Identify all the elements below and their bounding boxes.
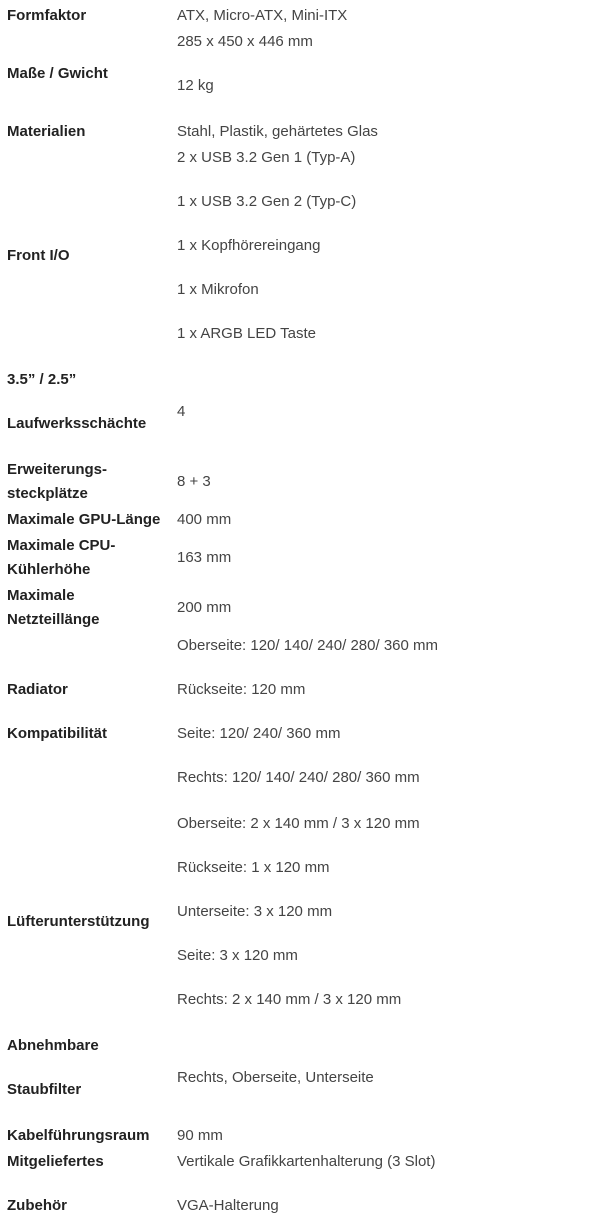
spec-value: Seite: 120/ 240/ 360 mm [177,725,341,742]
spec-value: Vertikale Grafikkartenhalterung (3 Slot) [177,1153,436,1170]
spec-value: Seite: 3 x 120 mm [177,947,298,964]
spec-label: Radiator [7,681,68,698]
spec-value: Rechts, Oberseite, Unterseite [177,1069,374,1086]
spec-label: steckplätze [7,485,88,502]
spec-value: 90 mm [177,1127,223,1144]
spec-label: Kompatibilität [7,725,107,742]
spec-value: 1 x ARGB LED Taste [177,325,316,342]
spec-value: 1 x Kopfhörereingang [177,237,321,254]
spec-value: Rückseite: 120 mm [177,681,306,698]
spec-label: Abnehmbare [7,1037,99,1054]
spec-label: Zubehör [7,1197,67,1214]
spec-label: Maße / Gwicht [7,65,108,82]
spec-label: Maximale GPU-Länge [7,511,161,528]
spec-label: 3.5” / 2.5” [7,371,77,388]
spec-label: Kühlerhöhe [7,561,91,578]
spec-label: Materialien [7,123,86,140]
spec-value: Rechts: 2 x 140 mm / 3 x 120 mm [177,991,402,1008]
spec-label: Front I/O [7,247,70,264]
spec-value: Oberseite: 120/ 140/ 240/ 280/ 360 mm [177,637,438,654]
spec-value: Unterseite: 3 x 120 mm [177,903,333,920]
spec-value: Oberseite: 2 x 140 mm / 3 x 120 mm [177,815,420,832]
spec-value: ATX, Micro-ATX, Mini-ITX [177,7,348,24]
spec-value: 2 x USB 3.2 Gen 1 (Typ-A) [177,149,356,166]
spec-label: Lüfterunterstützung [7,913,150,930]
spec-value: 8 + 3 [177,473,211,490]
spec-value: Rückseite: 1 x 120 mm [177,859,330,876]
spec-value: Rechts: 120/ 140/ 240/ 280/ 360 mm [177,769,420,786]
spec-label: Kabelführungsraum [7,1127,150,1144]
spec-label: Netzteillänge [7,611,100,628]
spec-value: 1 x Mikrofon [177,281,259,298]
spec-label: Erweiterungs- [7,461,108,478]
spec-value: Stahl, Plastik, gehärtetes Glas [177,123,378,140]
spec-value: 12 kg [177,77,214,94]
spec-label: Mitgeliefertes [7,1153,104,1170]
spec-value: VGA-Halterung [177,1197,279,1214]
spec-label: Maximale CPU- [7,537,116,554]
spec-value: 200 mm [177,599,232,616]
spec-label: Staubfilter [7,1081,82,1098]
spec-label: Maximale [7,587,75,604]
spec-value: 4 [177,403,186,420]
spec-value: 163 mm [177,549,232,566]
spec-label: Formfaktor [7,7,87,24]
spec-value: 400 mm [177,511,232,528]
spec-label: Laufwerksschächte [7,415,147,432]
spec-value: 285 x 450 x 446 mm [177,33,313,50]
spec-value: 1 x USB 3.2 Gen 2 (Typ-C) [177,193,357,210]
